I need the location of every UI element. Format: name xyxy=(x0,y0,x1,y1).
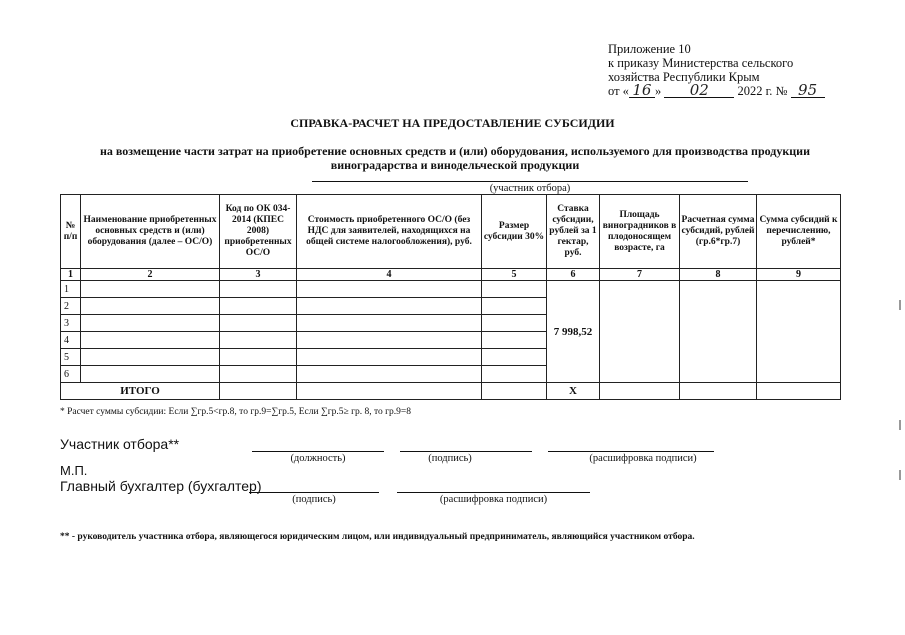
header-cell: № п/п xyxy=(61,195,81,269)
row-number: 6 xyxy=(61,366,81,383)
table-cell xyxy=(220,383,297,400)
header-cell: Ставка субсидии, рублей за 1 гектар, руб. xyxy=(547,195,600,269)
table-cell xyxy=(81,349,220,366)
appendix-line-1: Приложение 10 xyxy=(608,42,691,56)
column-number: 8 xyxy=(680,269,757,281)
column-number: 1 xyxy=(61,269,81,281)
scan-edge-mark xyxy=(899,420,901,430)
table-cell xyxy=(482,366,547,383)
appendix-line-3: хозяйства Республики Крым xyxy=(608,70,760,84)
header-cell: Наименование приобретенных основных средств и (или) оборудования (далее – ОС/О) xyxy=(81,195,220,269)
signature-line xyxy=(400,451,532,452)
seal-label: М.П. xyxy=(60,463,88,478)
table-cell xyxy=(297,366,482,383)
accountant-label: Главный бухгалтер (бухгалтер) xyxy=(60,478,262,494)
table-cell xyxy=(600,383,680,400)
column-number-row xyxy=(61,269,841,281)
row-number: 1 xyxy=(61,281,81,298)
header-cell: Площадь виноградников в плодоносящем возрасте, га xyxy=(600,195,680,269)
subsidy-table xyxy=(60,194,841,400)
column-number: 6 xyxy=(547,269,600,281)
total-label: ИТОГО xyxy=(61,383,220,400)
transfer-sum-cell xyxy=(757,281,841,383)
table-cell xyxy=(297,315,482,332)
total-row xyxy=(61,383,841,400)
header-cell: Расчетная сумма субсидий, рублей (гр.6*гр.7) xyxy=(680,195,757,269)
position-line xyxy=(252,451,384,452)
table-cell xyxy=(482,281,547,298)
table-cell xyxy=(220,332,297,349)
appendix-date-line xyxy=(608,81,898,99)
table-cell xyxy=(220,349,297,366)
row-number: 4 xyxy=(61,332,81,349)
table-cell xyxy=(220,315,297,332)
accountant-signature-line xyxy=(249,492,379,493)
table-cell xyxy=(297,349,482,366)
table-cell xyxy=(81,298,220,315)
header-cell: Код по ОК 034-2014 (КПЕС 2008) приобретенных ОС/О xyxy=(220,195,297,269)
table-cell xyxy=(81,366,220,383)
accountant-decode-line xyxy=(397,492,590,493)
order-number: 95 xyxy=(791,84,825,98)
table-cell xyxy=(482,332,547,349)
table-header-row xyxy=(61,195,841,269)
date-year: 2022 г. № xyxy=(737,84,788,98)
table-cell xyxy=(297,332,482,349)
column-number: 3 xyxy=(220,269,297,281)
appendix-line-2: к приказу Министерства сельского xyxy=(608,56,794,70)
calculated-sum-cell xyxy=(680,281,757,383)
signature-caption: (подпись) xyxy=(428,453,472,464)
table-cell xyxy=(680,383,757,400)
column-number: 9 xyxy=(757,269,841,281)
date-prefix: от « xyxy=(608,84,629,98)
table-cell xyxy=(757,383,841,400)
participant-line xyxy=(312,181,748,182)
column-number: 4 xyxy=(297,269,482,281)
accountant-decode-caption: (расшифровка подписи) xyxy=(439,494,548,505)
table-cell xyxy=(81,281,220,298)
table-cell xyxy=(482,383,547,400)
row-number: 2 xyxy=(61,298,81,315)
document-subtitle: на возмещение части затрат на приобретение основных средств и (или) оборудования, используемого для производства продукции виноградарства и винодельческой продукции xyxy=(99,144,811,172)
decode-line xyxy=(548,451,714,452)
header-cell: Размер субсидии 30% xyxy=(482,195,547,269)
table-cell xyxy=(482,298,547,315)
table-cell xyxy=(297,383,482,400)
scan-edge-mark xyxy=(899,300,901,310)
table-cell xyxy=(220,298,297,315)
row-number: 5 xyxy=(61,349,81,366)
calculation-footnote: * Расчет суммы субсидии: Если ∑гр.5<гр.8, то гр.9=∑гр.5, Если ∑гр.5≥ гр. 8, то гр.9=8 xyxy=(60,407,412,417)
participant-footnote: ** - руководитель участника отбора, являющегося юридическим лицом, или индивидуальный предприниматель, являющийся участником отбора. xyxy=(60,532,695,542)
row-number: 3 xyxy=(61,315,81,332)
document-title: СПРАВКА-РАСЧЕТ НА ПРЕДОСТАВЛЕНИЕ СУБСИДИИ xyxy=(290,116,615,130)
rate-value: 7 998,52 xyxy=(547,281,600,383)
header-cell: Сумма субсидий к перечислению, рублей* xyxy=(757,195,841,269)
decode-caption: (расшифровка подписи) xyxy=(589,453,697,464)
table-row xyxy=(61,281,841,298)
table-cell xyxy=(297,298,482,315)
table-cell xyxy=(482,349,547,366)
position-caption: (должность) xyxy=(290,453,346,464)
table-cell xyxy=(81,315,220,332)
participant-caption: (участник отбора) xyxy=(489,183,571,194)
column-number: 2 xyxy=(81,269,220,281)
table-cell xyxy=(81,332,220,349)
table-cell xyxy=(297,281,482,298)
date-month: 02 xyxy=(664,84,734,98)
area-cell xyxy=(600,281,680,383)
scan-edge-mark xyxy=(899,470,901,480)
date-mid: » xyxy=(654,84,662,98)
table-cell xyxy=(220,281,297,298)
accountant-signature-caption: (подпись) xyxy=(292,494,336,505)
header-cell: Стоимость приобретенного ОС/О (без НДС для заявителей, находящихся на общей системе налогообложения), руб. xyxy=(297,195,482,269)
date-day: 16 xyxy=(629,84,655,98)
column-number: 5 xyxy=(482,269,547,281)
appendix-block xyxy=(608,42,898,98)
column-number: 7 xyxy=(600,269,680,281)
participant-label: Участник отбора** xyxy=(60,436,180,452)
total-rate-mark: Х xyxy=(547,383,600,400)
table-cell xyxy=(220,366,297,383)
table-cell xyxy=(482,315,547,332)
